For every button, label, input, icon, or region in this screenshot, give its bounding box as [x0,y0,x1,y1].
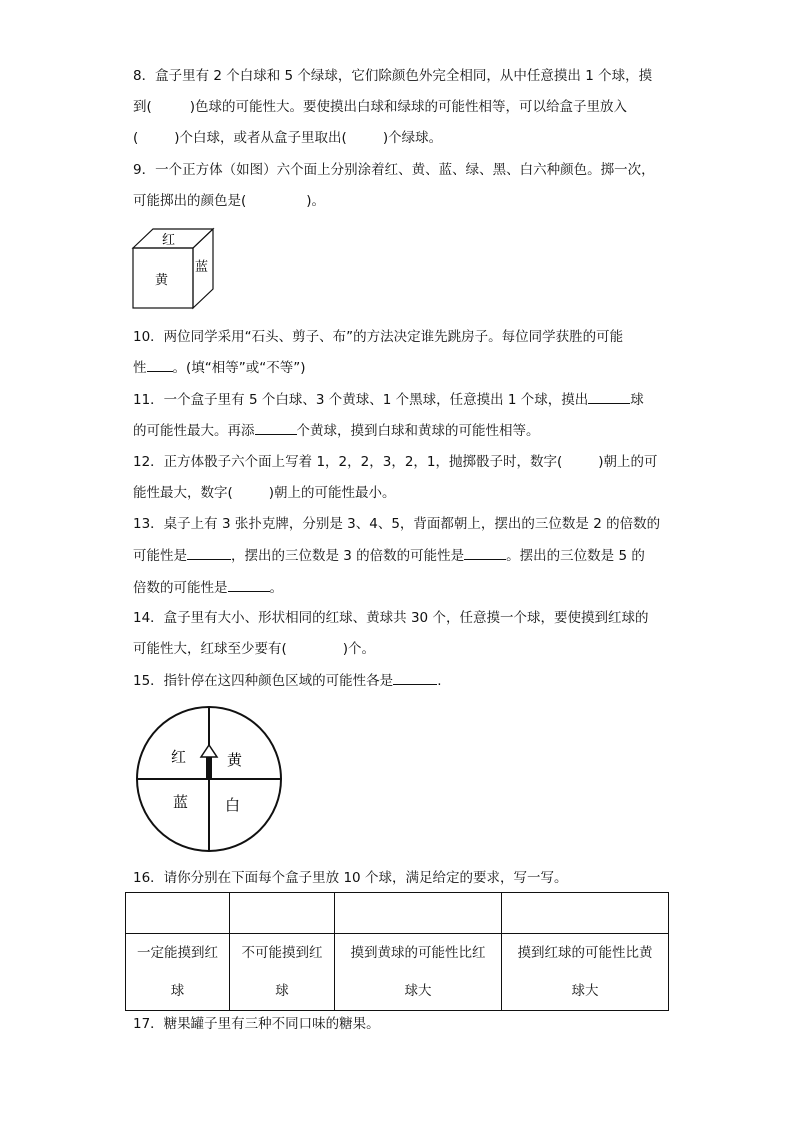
label-1-line1: 一定能摸到红 [137,945,218,961]
label-2-line1: 不可能摸到红 [241,945,323,961]
label-3-line2: 球大 [404,983,432,999]
q8-text-e: )个绿球。 [382,130,443,146]
q8-text-a: 到( [133,99,152,115]
q15-blank[interactable] [393,670,437,685]
q8-line1: 8．盒子里有 2 个白球和 5 个绿球，它们除颜色外完全相同，从中任意摸出 1 个球，摸 [133,68,653,84]
q9-cube-figure [130,226,220,314]
q11-text-d: 个黄球，摸到白球和黄球的可能性相等。 [296,423,540,439]
q13-line1: 13．桌子上有 3 张扑克牌，分别是 3、4、5，背面都朝上，摆出的三位数是 2 的倍数的 [133,516,661,532]
label-4-line2: 球大 [571,983,599,999]
cube-side-label: 蓝 [195,260,209,275]
q8-line2 [133,97,627,117]
q14-line2 [133,639,375,659]
box-label-4 [502,934,669,1011]
q12-text-b: )朝上的可 [598,454,658,470]
q12-line2 [133,483,396,503]
q13-text-e: 。 [269,580,283,596]
q13-text-c: 。摆出的三位数是 5 的 [506,548,645,564]
q13-line2 [133,545,645,566]
q15-spinner-figure [133,705,285,853]
q12-text-a: 12．正方体骰子六个面上写着 1，2，2，3，2，1，抛掷骰子时，数字( [133,454,563,470]
q13-text-d: 倍数的可能性是 [133,580,228,596]
box-label-2 [230,934,335,1011]
q10-text-a: 性 [133,360,147,376]
q16-box-table [125,892,669,1011]
q9-line2 [133,191,325,211]
q12-line1 [133,452,658,472]
q11-line1 [133,389,644,410]
label-3-line1: 摸到黄球的可能性比红 [350,945,486,961]
q13-text-a: 可能性是 [133,548,187,564]
label-1-line2: 球 [170,983,185,999]
q14-text-b: )个。 [342,641,376,657]
box-cell-3[interactable] [335,893,502,934]
q8-line3 [133,128,442,148]
q11-text-b: 球 [630,392,644,408]
q11-blank-ball[interactable] [588,389,630,404]
q10-blank[interactable] [147,357,173,372]
box-label-1 [126,934,230,1011]
q10-line2 [133,357,306,378]
q17-line1: 17．糖果罐子里有三种不同口味的糖果。 [133,1016,380,1032]
spinner-label-yellow: 黄 [227,751,243,769]
q9-line1: 9．一个正方体（如图）六个面上分别涂着红、黄、蓝、绿、黑、白六种颜色。掷一次， [133,162,655,178]
q10-text-b: 。(填“相等”或“不等”) [172,360,306,376]
box-cell-1[interactable] [126,893,230,934]
q8-text-d: )个白球，或者从盒子里取出( [174,130,347,146]
label-2-line2: 球 [275,983,289,999]
q13-blank-5[interactable] [228,577,270,592]
cube-front-label: 黄 [155,273,169,288]
box-label-3 [335,934,502,1011]
q14-line1: 14．盒子里有大小、形状相同的红球、黄球共 30 个，任意摸一个球，要使摸到红球的 [133,610,649,626]
q9-text-a: 可能掷出的颜色是( [133,193,247,209]
q12-text-c: 能性最大，数字( [133,485,233,501]
spinner-label-red: 红 [171,748,187,766]
q13-blank-3[interactable] [464,545,506,560]
label-4-line1: 摸到红球的可能性比黄 [517,945,653,961]
q11-line2 [133,420,540,441]
box-cell-4[interactable] [502,893,669,934]
q16-line1: 16．请你分别在下面每个盒子里放 10 个球，满足给定的要求，写一写。 [133,870,568,886]
q13-blank-2[interactable] [187,545,231,560]
q12-text-d: )朝上的可能性最小。 [268,485,396,501]
q13-text-b: ，摆出的三位数是 3 的倍数的可能性是 [231,548,465,564]
q15-text-b: . [437,673,442,689]
q14-text-a: 可能性大，红球至少要有( [133,641,287,657]
q11-text-c: 的可能性最大。再添 [133,423,255,439]
box-cell-2[interactable] [230,893,335,934]
q8-text-c: ( [133,130,139,146]
q11-text-a: 11．一个盒子里有 5 个白球、3 个黄球、1 个黑球，任意摸出 1 个球，摸出 [133,392,589,408]
q11-blank-yellow[interactable] [255,420,297,435]
spinner-pointer-icon [201,745,217,779]
spinner-label-white: 白 [225,796,241,814]
q15-text-a: 15．指针停在这四种颜色区域的可能性各是 [133,673,394,689]
spinner-label-blue: 蓝 [173,793,189,811]
q15-line1 [133,670,441,691]
q8-text-b: )色球的可能性大。要使摸出白球和绿球的可能性相等，可以给盒子里放入 [189,99,628,115]
q10-line1: 10．两位同学采用“石头、剪子、布”的方法决定谁先跳房子。每位同学获胜的可能 [133,329,624,345]
q9-text-b: )。 [306,193,326,209]
cube-top-label: 红 [162,233,176,248]
q13-line3 [133,577,283,598]
